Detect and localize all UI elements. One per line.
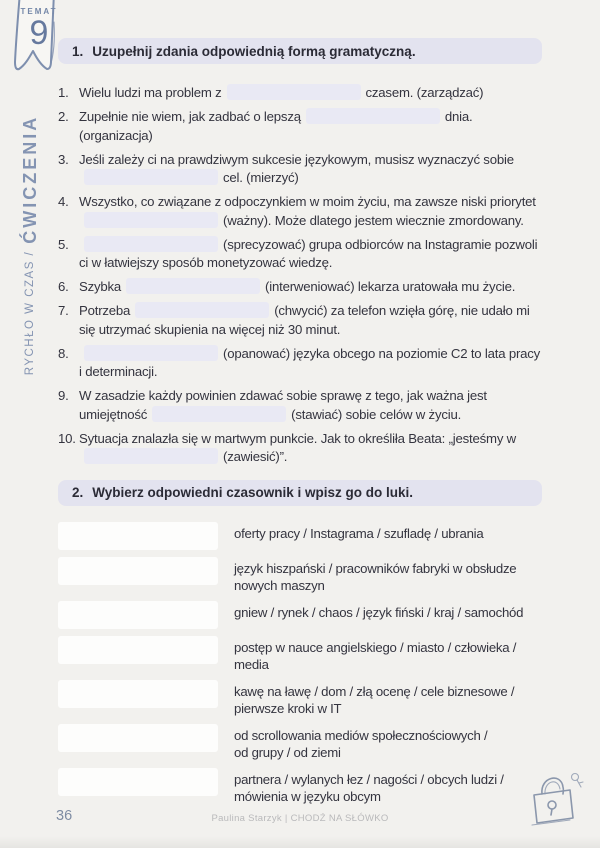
verb-choice-row-7 [58,768,542,805]
sentence-item-5 [58,236,542,273]
word-options [234,724,487,761]
sentence-item-1 [58,84,542,103]
sentence-text-after: czasem. (zarządzać) [365,85,484,100]
answer-box[interactable] [58,680,218,708]
options-line: nowych maszyn [234,577,325,593]
series-subtitle: RYCHŁO W CZAS / [24,250,36,376]
item-number: 3. [58,151,69,167]
verb-choice-row-2 [58,557,542,594]
blank-field[interactable] [84,345,218,361]
options-line: partnera / wylanych łez / nagości / obcych ludzi / [234,771,504,787]
sentence-item-2 [58,108,542,145]
sentence-item-8 [58,345,542,382]
exercise2-number: 2. [72,485,84,500]
item-number: 8. [58,345,69,361]
sentence-text-before: Sytuacja znalazła się w martwym punkcie. Jak to określiła Beata: „jesteśmy w [79,430,517,446]
item-number: 1. [58,85,69,100]
series-title: ĆWICZENIA [19,114,40,244]
sentence-text-after: (chwycić) za telefon wzięła górę, nie udało mi się utrzymać skupienia na więcej niż 30 minut. [79,303,530,337]
item-number: 7. [58,303,69,318]
answer-box[interactable] [58,724,218,752]
answer-box[interactable] [58,557,218,585]
options-line: język hiszpański / pracowników fabryki w obsłudze [234,560,517,576]
word-options [234,768,504,805]
answer-box[interactable] [58,601,218,629]
options-line: od scrollowania mediów społecznościowych / [234,727,488,743]
sentence-text-before: Wielu ludzi ma problem z [79,85,222,100]
sentence-text-before: Zupełnie nie wiem, jak zadbać o lepszą [79,109,301,124]
options-line: media [234,656,269,672]
answer-box[interactable] [58,522,218,550]
options-line: od grupy / od ziemi [234,744,341,760]
sentence-text-after: (sprecyzować) grupa odbiorców na Instagramie pozwoli ci w łatwiejszy sposób monetyzować wiedzę. [79,236,538,270]
blank-field[interactable] [306,108,440,124]
options-line: postęp w nauce angielskiego / miasto / człowieka / [234,639,517,655]
series-vertical-title [10,85,50,405]
sentence-item-3 [58,151,542,188]
verb-choice-row-6 [58,724,542,761]
word-options [234,522,483,542]
sentence-text-before: Jeśli zależy ci na prawdziwym sukcesie językowym, musisz wyznaczyć sobie [79,151,514,167]
options-line: mówienia w języku obcym [234,788,381,804]
sentence-text-after: (opanować) języka obcego na poziomie C2 to lata pracy i determinacji. [79,345,541,379]
bookmark-topic-number: 9 [29,14,49,52]
footer-credit: Paulina Starzyk | CHODŹ NA SŁÓWKO [211,813,389,824]
topic-bookmark [6,0,62,94]
item-number: 4. [58,194,69,209]
item-number: 9. [58,388,69,403]
options-line: kawę na ławę / dom / złą ocenę / cele biznesowe / [234,683,515,699]
options-line: pierwsze kroki w IT [234,700,342,716]
options-line: gniew / rynek / chaos / język fiński / kraj / samochód [234,604,524,620]
blank-field[interactable] [135,302,269,318]
exercise1-sentence-list [58,84,542,467]
exercise2-title: Wybierz odpowiedni czasownik i wpisz go do luki. [92,485,414,500]
options-line: oferty pracy / Instagrama / szufladę / ubrania [234,525,484,541]
answer-box[interactable] [58,768,218,796]
blank-field[interactable] [227,84,361,100]
page-number: 36 [56,808,73,824]
blank-field[interactable] [84,236,218,252]
blank-field[interactable] [152,406,286,422]
word-options [234,636,516,673]
sentence-text-before: W zasadzie każdy powinien zdawać sobie sprawę z tego, jak ważna jest umiejętność [79,388,487,422]
sentence-text-after: (zawiesić)”. [223,449,288,464]
sentence-text-before: Potrzeba [79,303,131,318]
word-options [234,557,516,594]
answer-box[interactable] [58,636,218,664]
exercise2-rows [58,522,542,805]
worksheet-content [58,38,542,812]
sentence-item-6 [58,278,542,297]
blank-field[interactable] [126,278,260,294]
verb-choice-row-5 [58,680,542,717]
exercise1-number: 1. [72,43,84,59]
sentence-text-after: (interweniować) lekarza uratowała mu życie. [265,279,516,294]
blank-field[interactable] [84,212,218,228]
sentence-item-9 [58,387,542,424]
word-options [234,601,523,621]
sentence-item-10 [58,430,542,467]
blank-field[interactable] [84,448,218,464]
verb-choice-row-1 [58,522,542,550]
sentence-text-after: (ważny). Może dlatego jestem wiecznie zmordowany. [223,212,524,228]
word-options [234,680,514,717]
exercise1-title: Uzupełnij zdania odpowiednią formą gramatyczną. [92,43,416,59]
item-number: 10. [58,430,76,446]
sentence-text-after: cel. (mierzyć) [223,170,299,185]
sentence-text-after: (stawiać) sobie celów w życiu. [291,406,462,422]
item-number: 2. [58,109,69,124]
item-number: 6. [58,279,69,294]
sentence-item-4 [58,193,542,230]
sentence-text-after: dnia. (organizacja) [79,109,473,143]
verb-choice-row-4 [58,636,542,673]
sentence-text-before: Wszystko, co związane z odpoczynkiem w moim życiu, ma zawsze niski priorytet [79,194,536,209]
bookmark-topic-label: TEMAT [20,7,58,16]
item-number: 5. [58,236,69,252]
verb-choice-row-3 [58,601,542,629]
blank-field[interactable] [84,169,218,185]
exercise2-header [58,480,542,506]
sentence-item-7 [58,302,542,339]
padlock-key-doodle-icon [524,768,586,839]
exercise1-header [58,38,542,64]
sentence-text-before: Szybka [79,279,122,294]
